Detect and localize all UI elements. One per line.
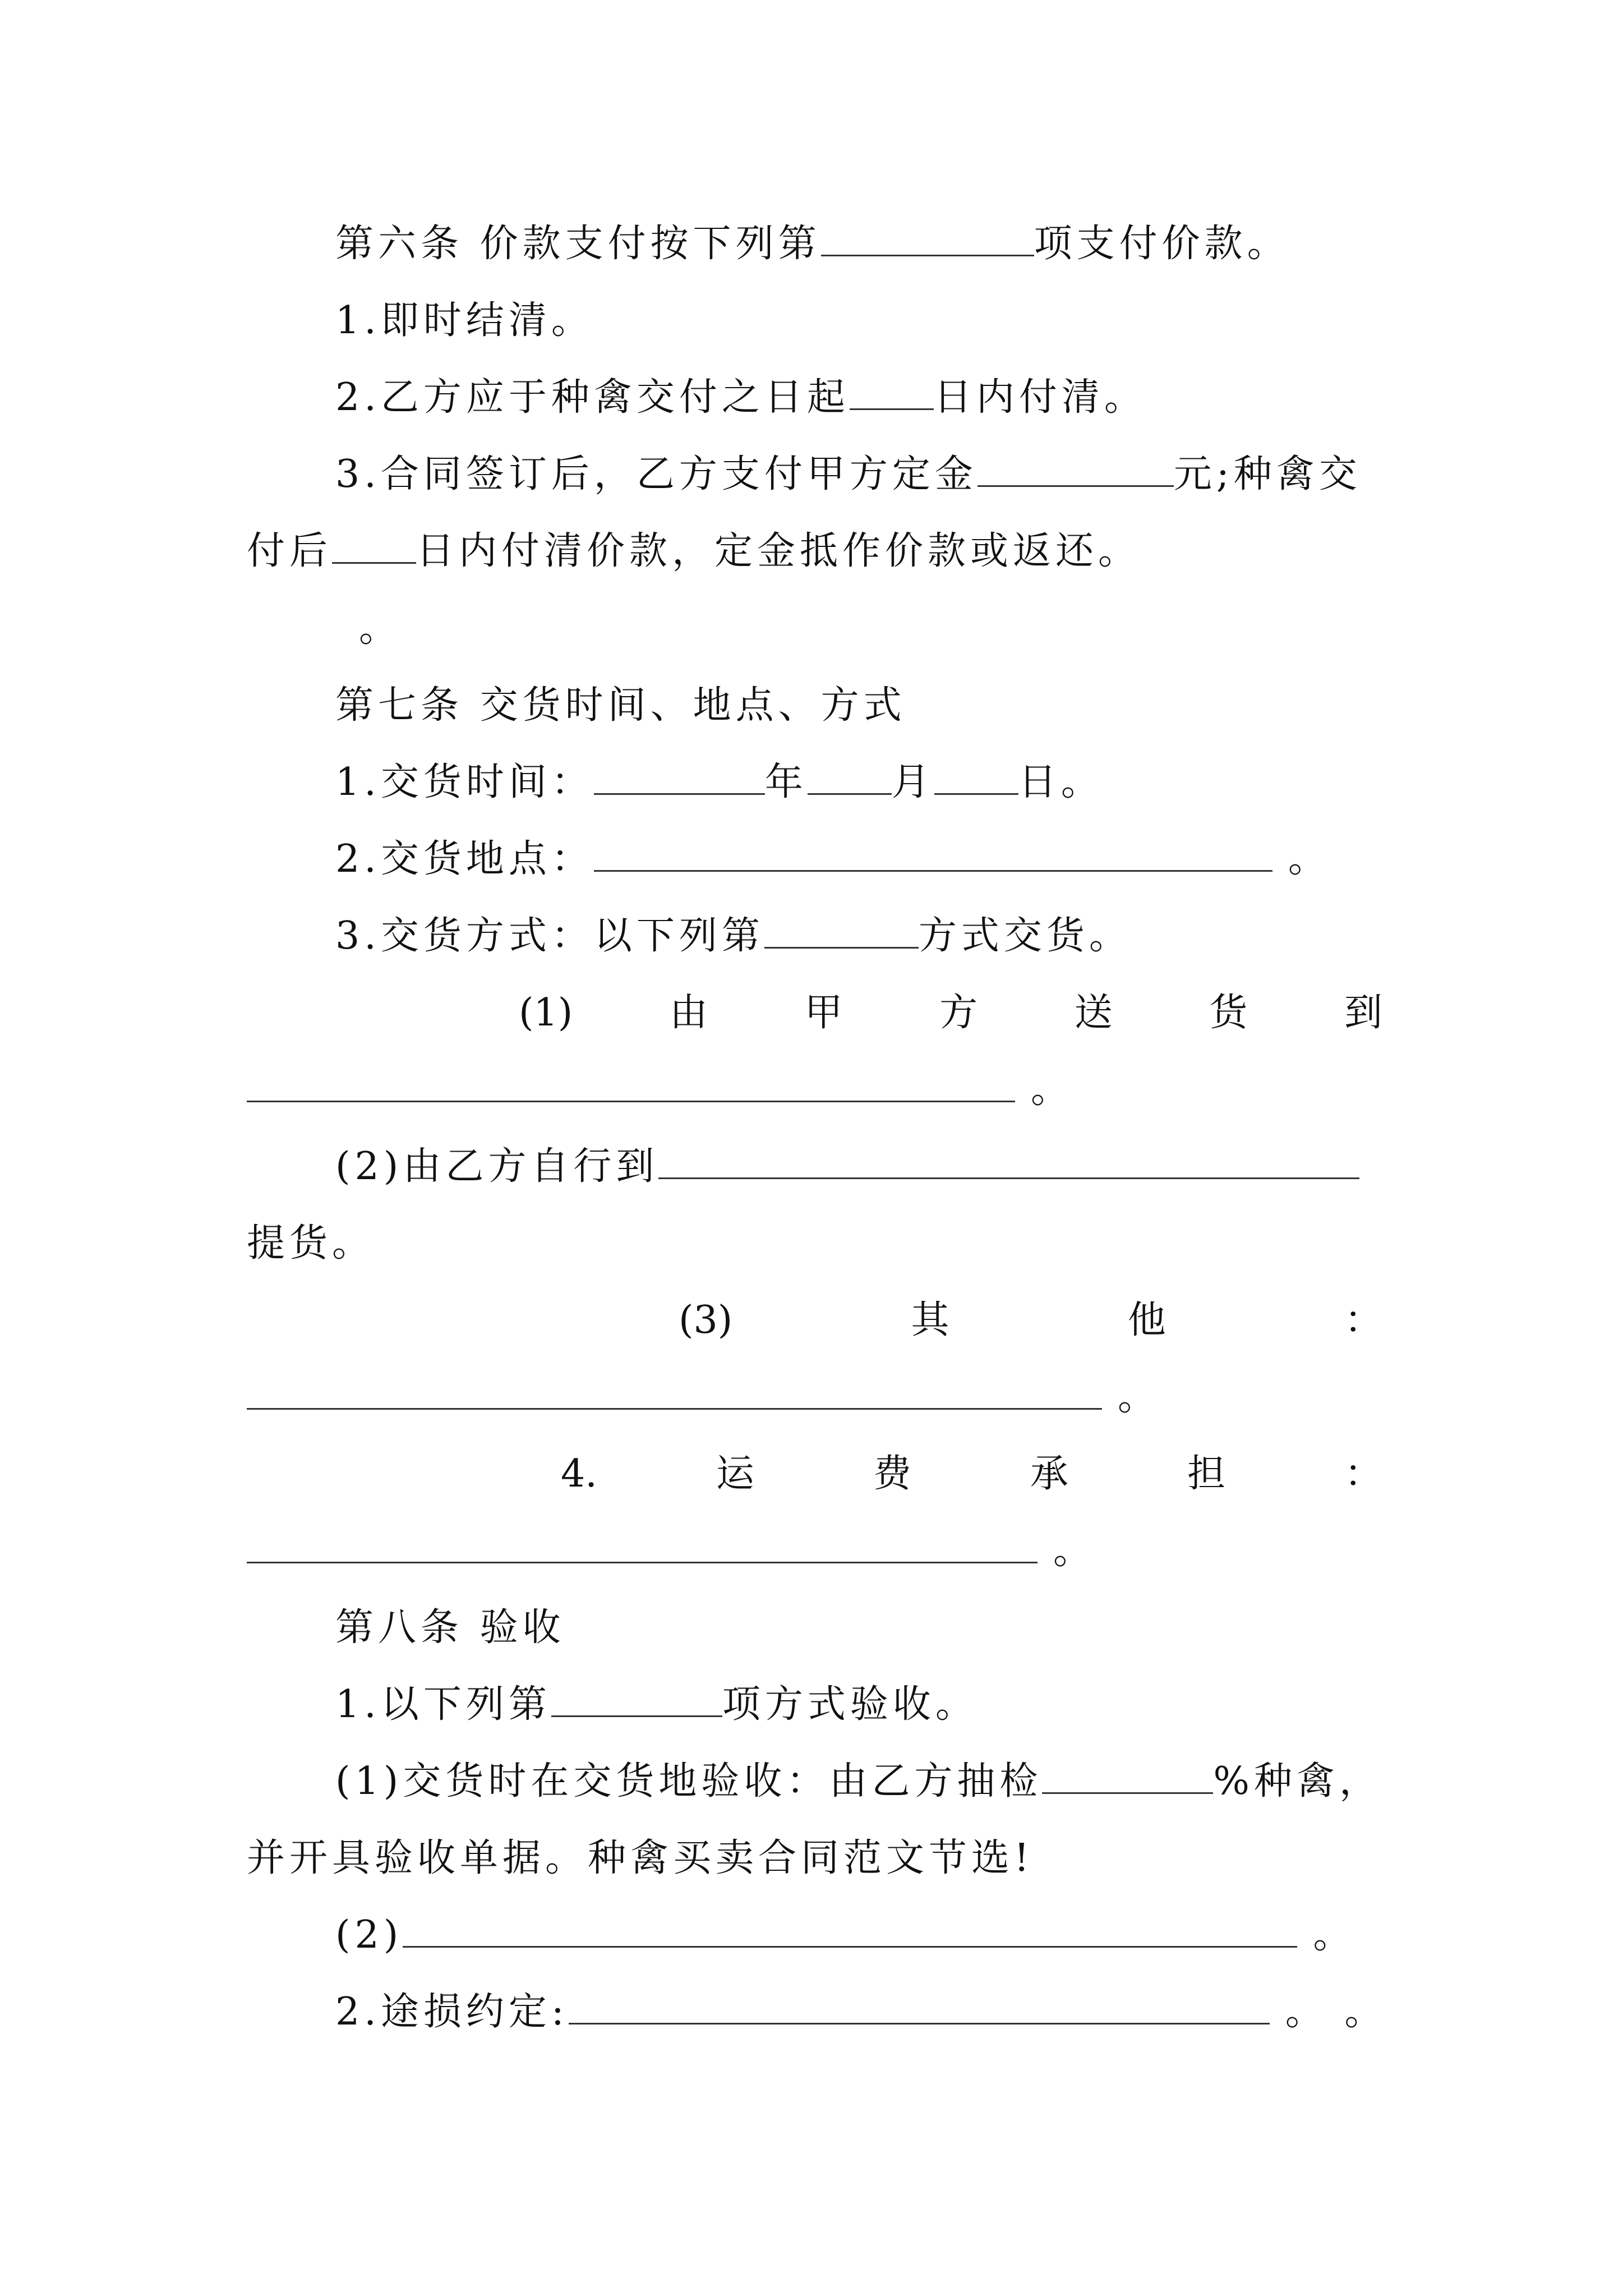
option1-cont: 。 xyxy=(247,1059,1073,1121)
blank-line xyxy=(764,912,919,949)
stray-mark: 。 xyxy=(359,606,402,651)
blank-line xyxy=(247,1066,1015,1102)
blank-line xyxy=(332,527,416,564)
article6-item2: 2.乙方应于种禽交付之日起 日内付清。 xyxy=(335,367,1147,429)
freight-cont: 。 xyxy=(247,1520,1096,1582)
article6-item3: 3.合同签订后，乙方支付甲方定金 元;种禽交 xyxy=(335,444,1362,505)
delivery-method: 3.交货方式：以下列第 方式交货。 xyxy=(335,905,1132,967)
blank-line xyxy=(403,1911,1297,1948)
article6-heading: 第六条 价款支付按下列第 项支付价款。 xyxy=(335,213,1290,275)
blank-line xyxy=(594,835,1272,872)
option1-justified-line: (1) 由 甲 方 送 货 到 xyxy=(519,991,1382,1035)
blank-line xyxy=(850,374,934,410)
blank-line xyxy=(247,1373,1102,1410)
option2-cont: 提货。 xyxy=(247,1221,375,1266)
option2: (2)由乙方自行到 xyxy=(335,1136,1359,1198)
acceptance-sub1-cont: 并开具验收单据。种禽买卖合同范文节选! xyxy=(247,1836,1034,1880)
blank-line xyxy=(594,758,765,795)
acceptance-sub1: (1)交货时在交货地验收：由乙方抽检 %种禽， xyxy=(335,1751,1382,1812)
freight-justified-line: 4. 运 费 承 担 ： xyxy=(561,1452,1382,1496)
article7-heading: 第七条 交货时间、地点、方式 xyxy=(335,683,906,728)
blank-line xyxy=(934,758,1018,795)
option3-cont: 。 xyxy=(247,1366,1160,1428)
blank-line xyxy=(658,1143,1359,1179)
blank-line xyxy=(247,1527,1038,1563)
transit-loss: 2.途损约定: 。 。 xyxy=(335,1981,1387,2043)
blank-line xyxy=(1042,1757,1213,1794)
delivery-place: 2.交货地点： 。 xyxy=(335,829,1331,890)
blank-line xyxy=(569,1988,1270,2024)
option3-justified-line: (3) 其 他 ： xyxy=(679,1298,1382,1342)
delivery-time: 1.交货时间： 年 月 日。 xyxy=(335,752,1104,813)
article6-item1: 1.即时结清。 xyxy=(335,298,594,343)
article8-heading: 第八条 验收 xyxy=(335,1605,565,1650)
blank-line xyxy=(551,1681,722,1717)
blank-line xyxy=(808,758,892,795)
blank-line xyxy=(821,220,1034,256)
blank-line xyxy=(978,450,1174,487)
acceptance-method: 1.以下列第 项方式验收。 xyxy=(335,1674,978,1736)
acceptance-sub2: (2) 。 xyxy=(335,1904,1355,1966)
article6-item3-cont: 付后 日内付清价款，定金抵作价款或返还。 xyxy=(247,521,1141,582)
